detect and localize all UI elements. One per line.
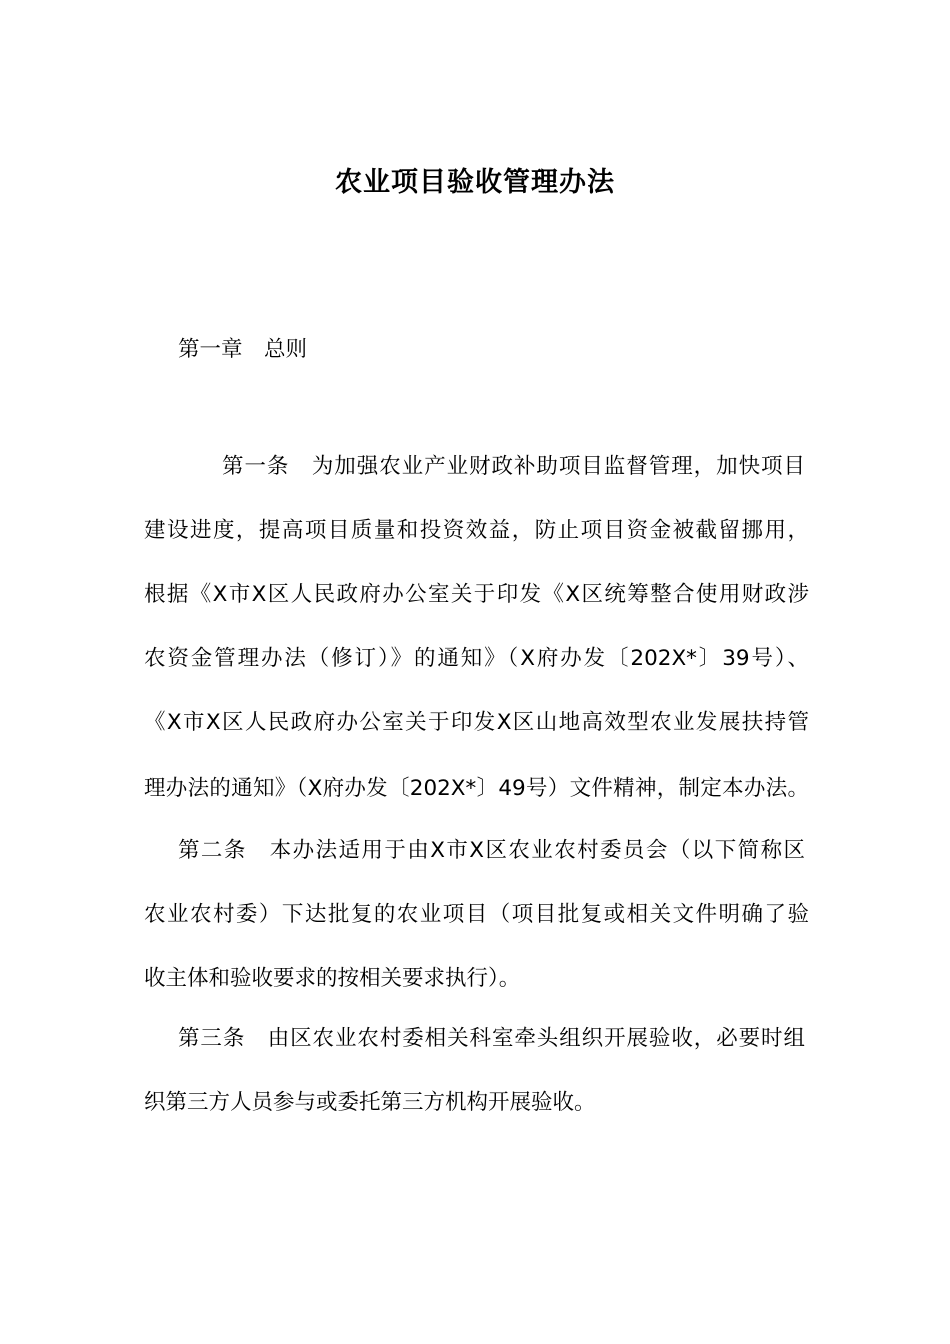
article-line: 农业农村委）下达批复的农业项目（项目批复或相关文件明确了验 (144, 902, 809, 927)
article-line: 第二条 本办法适用于由X市X区农业农村委员会（以下简称区 (178, 838, 805, 863)
article-line: 理办法的通知》（X府办发〔202X*〕49号）文件精神，制定本办法。 (144, 776, 809, 801)
article-line: 织第三方人员参与或委托第三方机构开展验收。 (144, 1090, 596, 1115)
article-line: 《X市X区人民政府办公室关于印发X区山地高效型农业发展扶持管 (144, 710, 809, 735)
article-line: 收主体和验收要求的按相关要求执行）。 (144, 966, 521, 991)
chapter-heading: 第一章 总则 (178, 337, 308, 362)
article-line: 第三条 由区农业农村委相关科室牵头组织开展验收，必要时组 (178, 1026, 805, 1051)
article-line: 根据《X市X区人民政府办公室关于印发《X区统筹整合使用财政涉 (144, 582, 809, 607)
article-line: 第一条 为加强农业产业财政补助项目监督管理，加快项目 (222, 454, 805, 479)
article-line: 建设进度，提高项目质量和投资效益，防止项目资金被截留挪用， (144, 518, 809, 543)
document-title: 农业项目验收管理办法 (335, 167, 615, 198)
article-line: 农资金管理办法（修订）》的通知》（X府办发〔202X*〕39号）、 (144, 646, 809, 671)
